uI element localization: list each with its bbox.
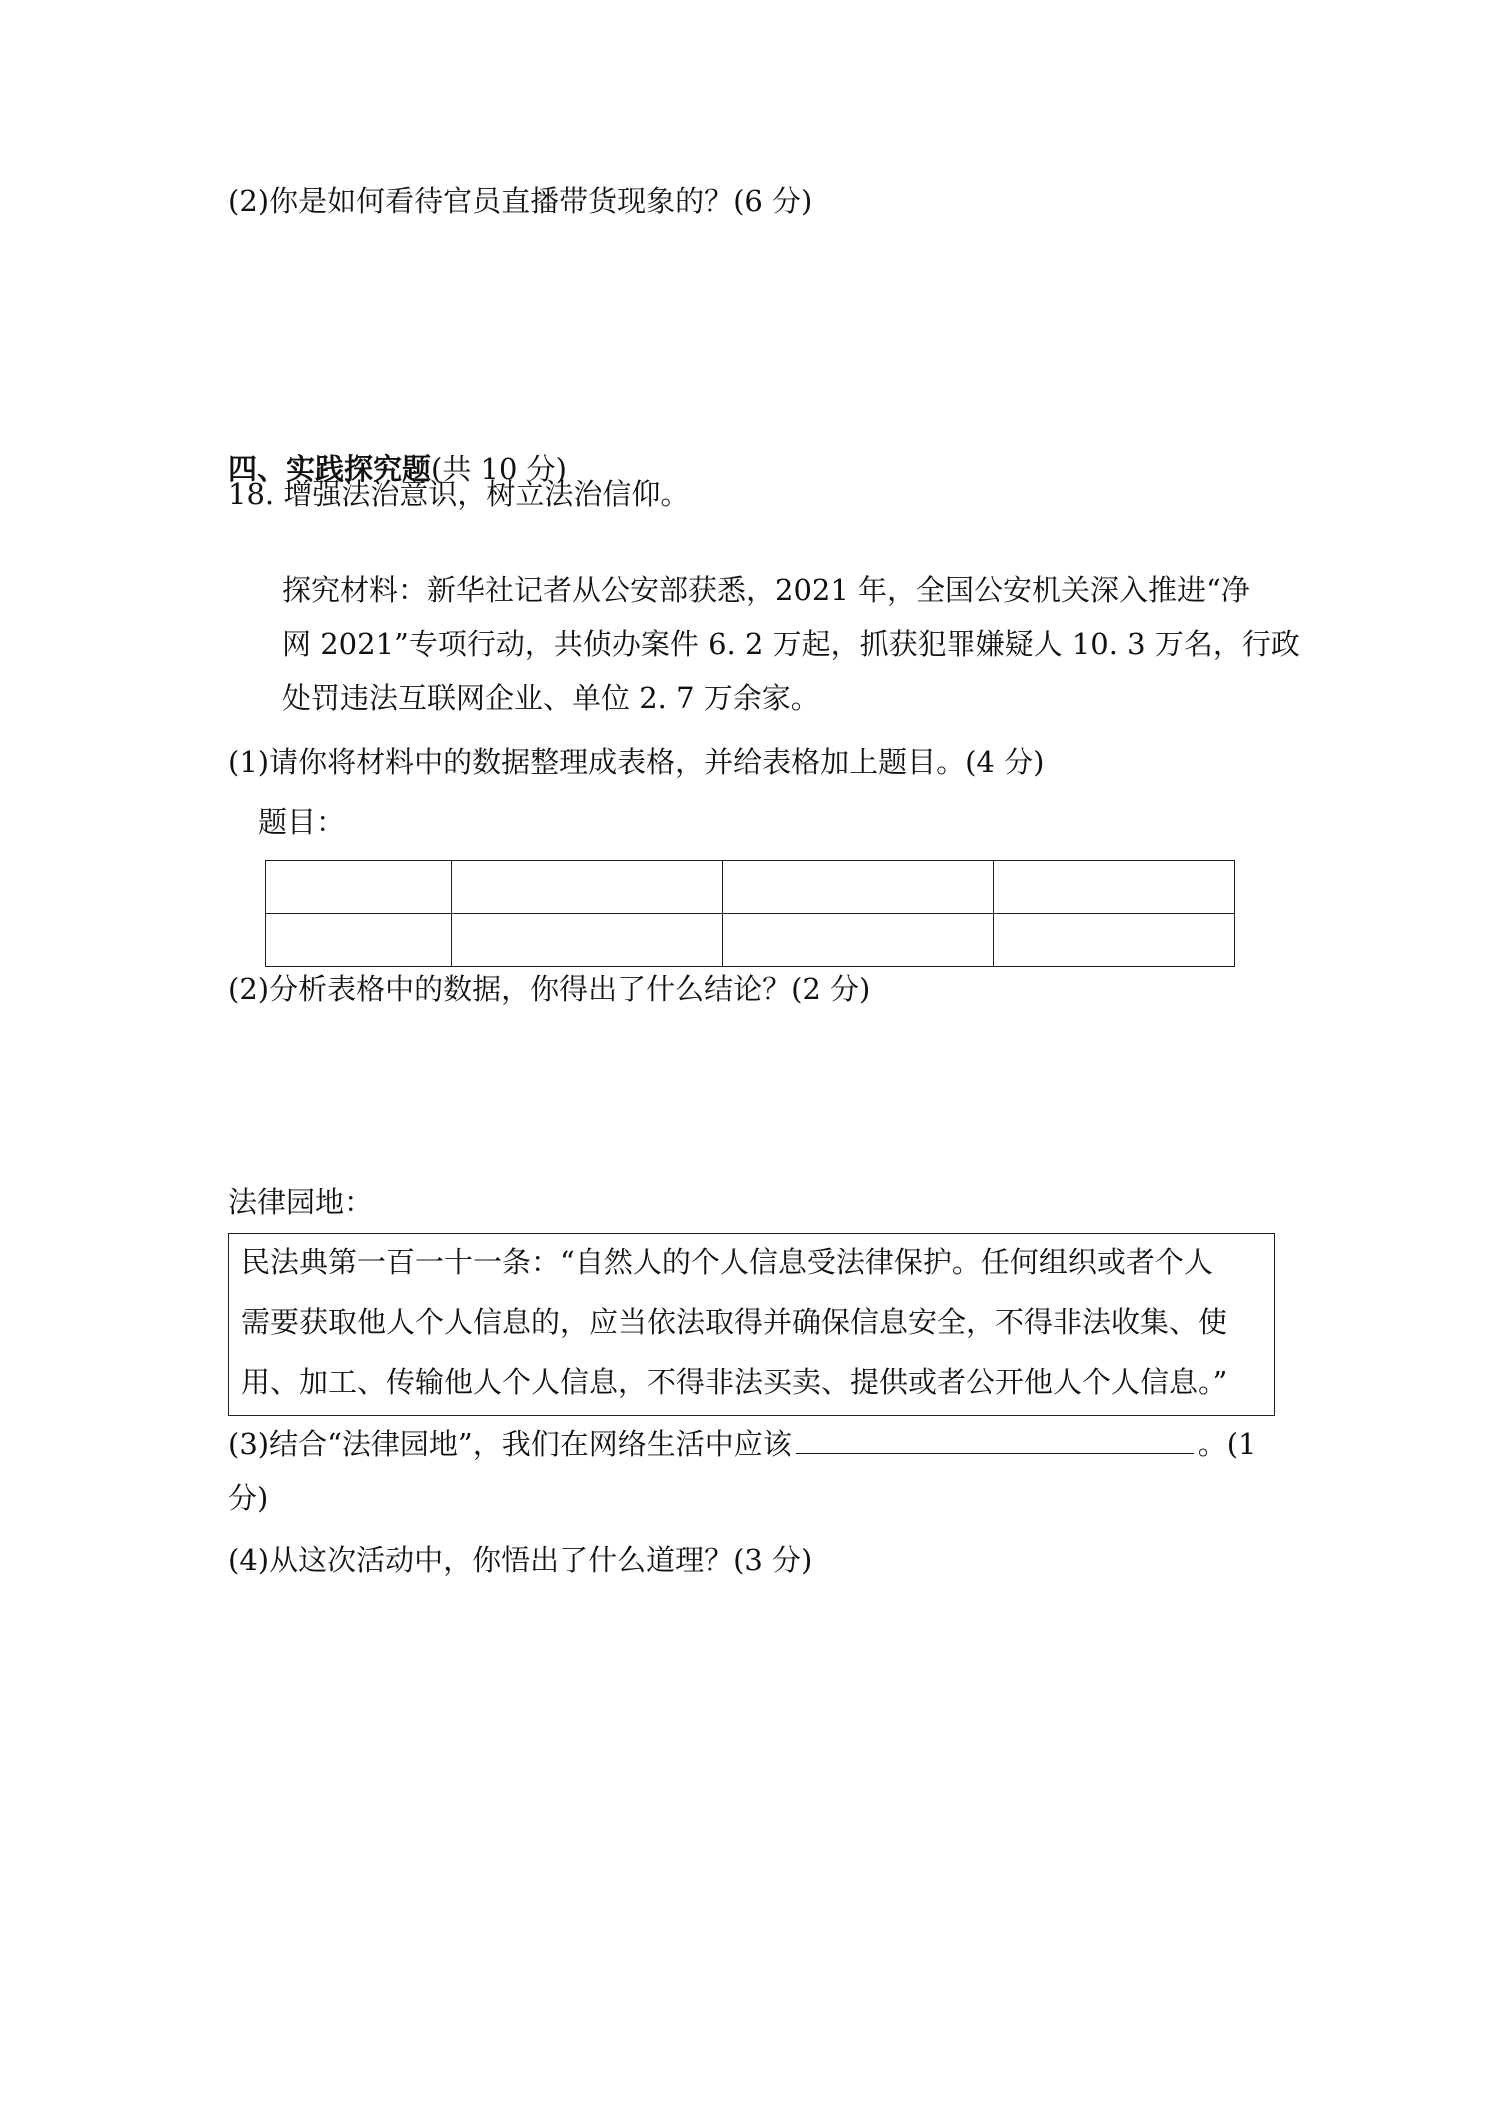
law-text-line-3: 用、加工、传输他人个人信息，不得非法买卖、提供或者公开他人个人信息。” <box>241 1365 1228 1399</box>
table-cell[interactable] <box>452 861 723 914</box>
answer-table <box>265 860 1235 967</box>
table-cell[interactable] <box>723 861 994 914</box>
question-18-part-4: (4)从这次活动中，你悟出了什么道理？(3 分) <box>228 1543 813 1577</box>
section-4-title: 四、实践探究题 <box>228 452 432 486</box>
table-cell[interactable] <box>452 914 723 967</box>
table-row <box>266 861 1235 914</box>
table-cell[interactable] <box>723 914 994 967</box>
section-4-score: (共 10 分) <box>431 452 567 486</box>
table-cell[interactable] <box>266 914 452 967</box>
law-corner-box <box>228 1233 1275 1416</box>
table-cell[interactable] <box>994 914 1235 967</box>
question-17-part-2: (2)你是如何看待官员直播带货现象的？(6 分) <box>228 184 813 218</box>
question-18-part-2: (2)分析表格中的数据，你得出了什么结论？(2 分) <box>228 972 871 1006</box>
part-3-prefix: (3)结合“法律园地”，我们在网络生活中应该 <box>228 1427 792 1461</box>
fill-in-blank[interactable] <box>796 1427 1194 1454</box>
material-line-3: 处罚违法互联网企业、单位 2. 7 万余家。 <box>282 681 820 715</box>
table-cell[interactable] <box>266 861 452 914</box>
question-18-part-1: (1)请你将材料中的数据整理成表格，并给表格加上题目。(4 分) <box>228 745 1045 779</box>
part-3-continuation: 分) <box>228 1481 269 1515</box>
table-title-label: 题目： <box>258 805 346 839</box>
law-text-line-1: 民法典第一百一十一条：“自然人的个人信息受法律保护。任何组织或者个人 <box>241 1245 1213 1279</box>
material-line-1: 探究材料：新华社记者从公安部获悉，2021 年，全国公安机关深入推进“净 <box>282 573 1250 607</box>
law-corner-label: 法律园地： <box>228 1185 374 1219</box>
table-row <box>266 914 1235 967</box>
question-18-title: 18. 增强法治意识，树立法治信仰。 <box>228 477 690 511</box>
material-line-2: 网 2021”专项行动，共侦办案件 6. 2 万起，抓获犯罪嫌疑人 10. 3 万名，行政 <box>282 627 1300 661</box>
law-text-line-2: 需要获取他人个人信息的，应当依法取得并确保信息安全，不得非法收集、使 <box>241 1305 1228 1339</box>
question-18-part-3 <box>228 1424 1257 1464</box>
table-cell[interactable] <box>994 861 1235 914</box>
part-3-suffix: 。(1 <box>1197 1427 1257 1461</box>
